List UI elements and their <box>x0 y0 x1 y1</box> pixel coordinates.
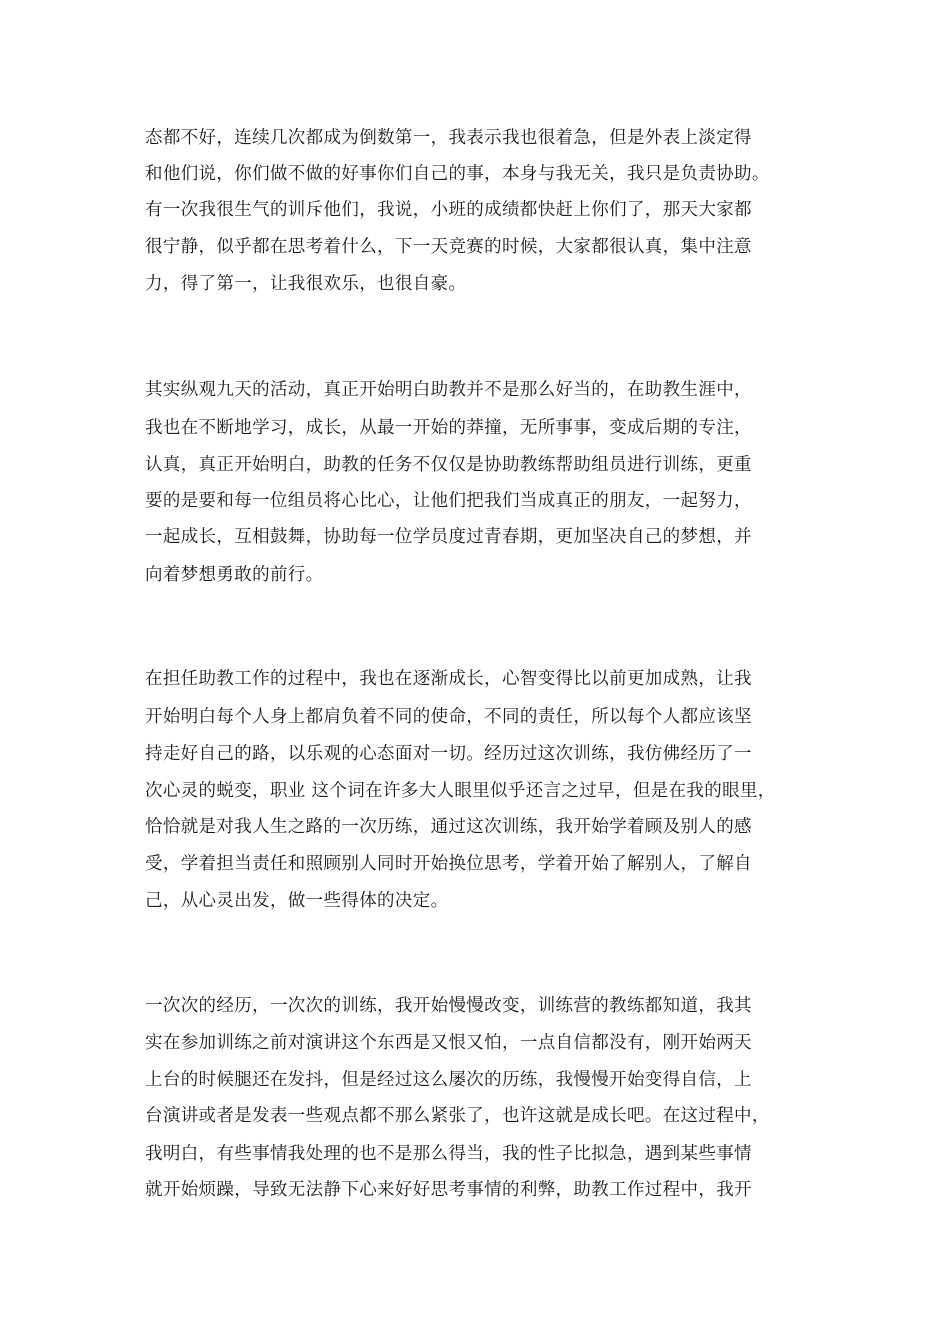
text-line: 就开始烦躁，导致无法静下心来好好思考事情的利弊，助教工作过程中，我开 <box>145 1180 752 1200</box>
text-line: 向着梦想勇敢的前行。 <box>145 565 324 585</box>
text-line: 要的是要和每一位组员将心比心，让他们把我们当成真正的朋友，一起努力， <box>145 491 752 511</box>
text-line: 我明白，有些事情我处理的也不是那么得当，我的性子比拟急，遇到某些事情 <box>145 1144 752 1164</box>
text-line: 和他们说，你们做不做的好事你们自己的事，本身与我无关，我只是负责协助。 <box>145 164 770 184</box>
text-line: 台演讲或者是发表一些观点都不那么紧张了，也许这就是成长吧。在这过程中， <box>145 1106 770 1126</box>
text-line: 次心灵的蜕变，职业 这个词在许多大人眼里似乎还言之过早，但是在我的眼里， <box>145 781 776 801</box>
text-line: 有一次我很生气的训斥他们，我说，小班的成绩都快赶上你们了，那天大家都 <box>145 200 752 220</box>
text-line: 己，从心灵出发，做一些得体的决定。 <box>145 891 449 911</box>
text-line: 恰恰就是对我人生之路的一次历练，通过这次训练，我开始学着顾及别人的感 <box>145 817 752 837</box>
text-line: 实在参加训练之前对演讲这个东西是又恨又怕，一点自信都没有，刚开始两天 <box>145 1033 752 1053</box>
text-line: 持走好自己的路，以乐观的心态面对一切。经历过这次训练，我仿佛经历了一 <box>145 744 752 764</box>
text-line: 一起成长，互相鼓舞，协助每一位学员度过青春期，更加坚决自己的梦想，并 <box>145 527 752 547</box>
text-line: 受，学着担当责任和照顾别人同时开始换位思考，学着开始了解别人，了解自 <box>145 854 752 874</box>
text-line: 开始明白每个人身上都肩负着不同的使命，不同的责任，所以每个人都应该坚 <box>145 707 752 727</box>
text-line: 力，得了第一，让我很欢乐，也很自豪。 <box>145 274 467 294</box>
text-line: 其实纵观九天的活动，真正开始明白助教并不是那么好当的，在助教生涯中， <box>145 380 752 400</box>
text-line: 态都不好，连续几次都成为倒数第一，我表示我也很着急，但是外表上淡定得 <box>145 128 752 148</box>
text-line: 我也在不断地学习，成长，从最一开始的莽撞，无所事事，变成后期的专注， <box>145 418 752 438</box>
text-line: 上台的时候腿还在发抖，但是经过这么屡次的历练，我慢慢开始变得自信，上 <box>145 1070 752 1090</box>
text-line: 很宁静，似乎都在思考着什么，下一天竞赛的时候，大家都很认真，集中注意 <box>145 237 752 257</box>
text-line: 一次次的经历，一次次的训练，我开始慢慢改变，训练营的教练都知道，我其 <box>145 996 752 1016</box>
text-line: 在担任助教工作的过程中，我也在逐渐成长，心智变得比以前更加成熟，让我 <box>145 669 752 689</box>
text-line: 认真，真正开始明白，助教的任务不仅仅是协助教练帮助组员进行训练，更重 <box>145 455 752 475</box>
